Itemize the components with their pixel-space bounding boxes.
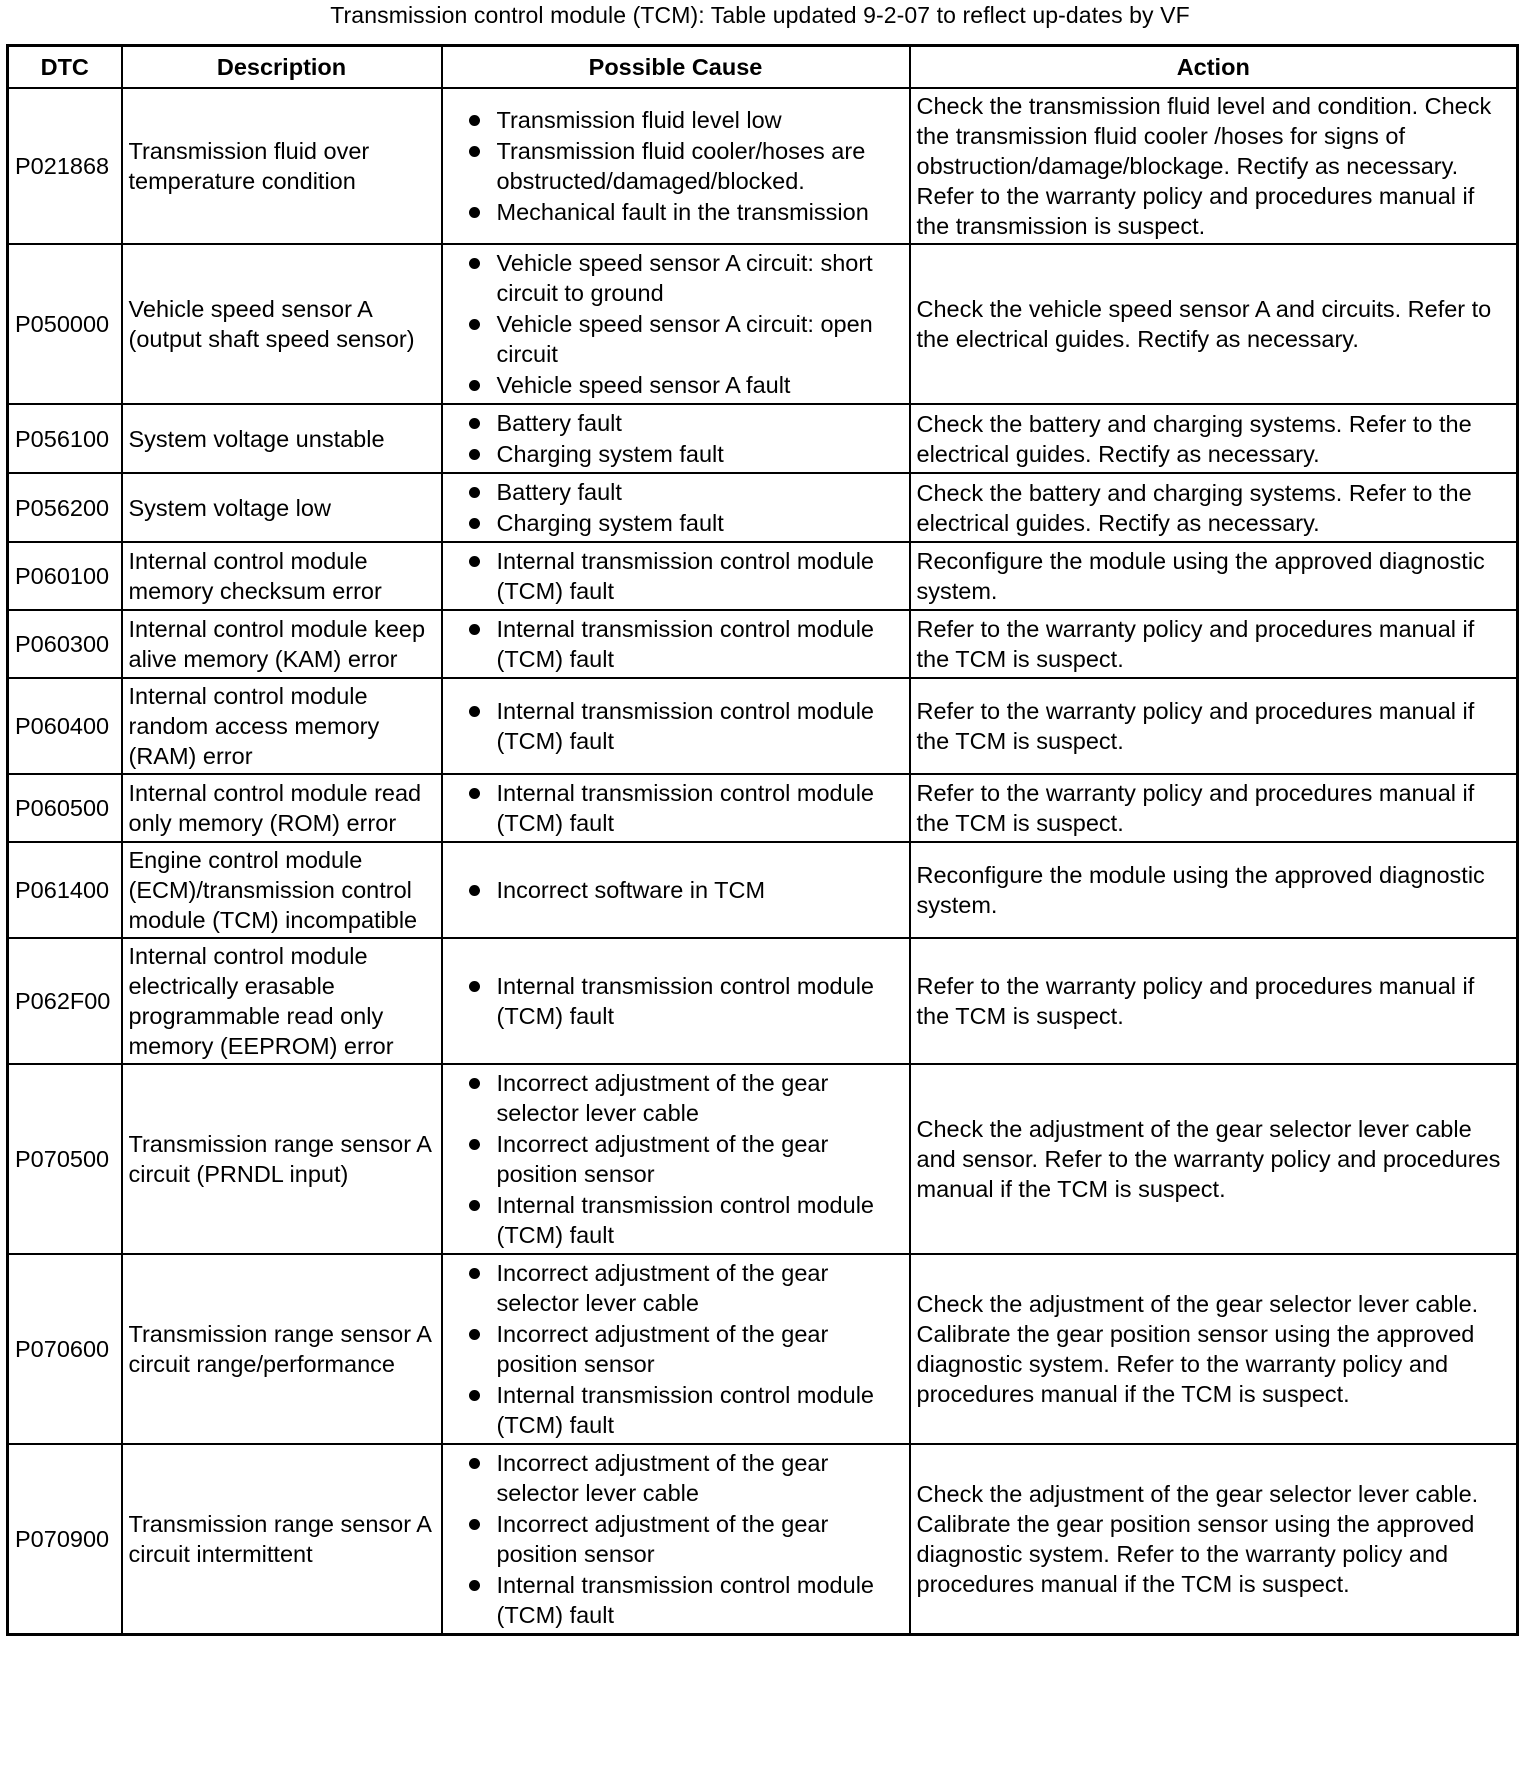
cause-item (449, 477, 905, 507)
cause-text: Incorrect adjustment of the gear selector lever cable (496, 1450, 829, 1506)
bullet-icon (469, 115, 480, 126)
cause-item (449, 778, 905, 838)
possible-cause-cell (442, 774, 910, 842)
possible-cause-cell (442, 938, 910, 1064)
cause-text: Charging system fault (496, 441, 724, 467)
possible-cause-cell (442, 1064, 910, 1254)
action-text: Reconfigure the module using the approved diagnostic system. (910, 842, 1518, 938)
bullet-icon (469, 1139, 480, 1150)
possible-cause-cell (442, 610, 910, 678)
dtc-code: P021868 (8, 88, 122, 244)
cause-item (449, 309, 905, 369)
cause-text: Incorrect adjustment of the gear selector lever cable (496, 1070, 829, 1126)
dtc-table-container (6, 44, 1516, 1636)
bullet-icon (469, 207, 480, 218)
dtc-description: System voltage unstable (122, 404, 442, 473)
cause-text: Incorrect adjustment of the gear selector lever cable (496, 1260, 829, 1316)
cause-item (449, 875, 905, 905)
action-text: Refer to the warranty policy and procedures manual if the TCM is suspect. (910, 774, 1518, 842)
cause-item (449, 1190, 905, 1250)
action-text: Check the adjustment of the gear selector lever cable and sensor. Refer to the warranty policy and procedures manual if the TCM is suspect. (910, 1064, 1518, 1254)
dtc-description: Internal control module keep alive memory (KAM) error (122, 610, 442, 678)
cause-item (449, 1570, 905, 1630)
cause-text: Internal transmission control module (TCM) fault (496, 973, 874, 1029)
dtc-table (6, 44, 1519, 1636)
bullet-icon (469, 788, 480, 799)
bullet-icon (469, 146, 480, 157)
cause-list (449, 1068, 905, 1250)
bullet-icon (469, 1268, 480, 1279)
cause-list (449, 248, 905, 400)
possible-cause-cell (442, 88, 910, 244)
dtc-code: P050000 (8, 244, 122, 404)
action-text: Check the adjustment of the gear selector lever cable. Calibrate the gear position sensor using the approved diagnostic system. Refer to the warranty policy and procedures manual if the TCM is suspect. (910, 1254, 1518, 1444)
bullet-icon (469, 981, 480, 992)
cause-text: Internal transmission control module (TCM) fault (496, 698, 874, 754)
bullet-icon (469, 418, 480, 429)
possible-cause-cell (442, 842, 910, 938)
cause-text: Battery fault (496, 410, 622, 436)
cause-text: Transmission fluid cooler/hoses are obstructed/damaged/blocked. (496, 138, 866, 194)
bullet-icon (469, 1458, 480, 1469)
cause-item (449, 1319, 905, 1379)
table-row (8, 244, 1518, 404)
dtc-code: P060500 (8, 774, 122, 842)
cause-text: Internal transmission control module (TCM) fault (496, 1382, 874, 1438)
cause-item (449, 439, 905, 469)
dtc-description: Engine control module (ECM)/transmission control module (TCM) incompatible (122, 842, 442, 938)
table-row (8, 678, 1518, 774)
table-row (8, 1254, 1518, 1444)
cause-item (449, 614, 905, 674)
action-text: Check the adjustment of the gear selector lever cable. Calibrate the gear position sensor using the approved diagnostic system. Refer to the warranty policy and procedures manual if the TCM is suspect. (910, 1444, 1518, 1635)
dtc-description: System voltage low (122, 473, 442, 542)
dtc-description: Internal control module read only memory (ROM) error (122, 774, 442, 842)
cause-text: Mechanical fault in the transmission (496, 199, 869, 225)
cause-list (449, 614, 905, 674)
dtc-code: P070600 (8, 1254, 122, 1444)
column-header-action: Action (910, 46, 1518, 89)
dtc-description: Transmission fluid over temperature condition (122, 88, 442, 244)
possible-cause-cell (442, 678, 910, 774)
cause-text: Vehicle speed sensor A fault (496, 372, 791, 398)
cause-item (449, 696, 905, 756)
dtc-description: Internal control module memory checksum error (122, 542, 442, 610)
cause-list (449, 971, 905, 1031)
dtc-code: P060300 (8, 610, 122, 678)
cause-item (449, 370, 905, 400)
cause-item (449, 1068, 905, 1128)
cause-list (449, 546, 905, 606)
cause-item (449, 105, 905, 135)
dtc-code: P070900 (8, 1444, 122, 1635)
cause-item (449, 546, 905, 606)
table-row (8, 938, 1518, 1064)
column-header-dtc: DTC (8, 46, 122, 89)
cause-text: Vehicle speed sensor A circuit: short circuit to ground (496, 250, 873, 306)
table-row (8, 404, 1518, 473)
table-body (8, 88, 1518, 1635)
cause-item (449, 1258, 905, 1318)
cause-text: Battery fault (496, 479, 622, 505)
cause-text: Internal transmission control module (TCM) fault (496, 548, 874, 604)
bullet-icon (469, 1329, 480, 1340)
dtc-code: P060100 (8, 542, 122, 610)
cause-text: Incorrect adjustment of the gear position sensor (496, 1321, 829, 1377)
cause-item (449, 1448, 905, 1508)
bullet-icon (469, 487, 480, 498)
table-row (8, 774, 1518, 842)
possible-cause-cell (442, 244, 910, 404)
column-header-description: Description (122, 46, 442, 89)
cause-list (449, 875, 905, 905)
bullet-icon (469, 1200, 480, 1211)
bullet-icon (469, 624, 480, 635)
bullet-icon (469, 1519, 480, 1530)
cause-list (449, 696, 905, 756)
bullet-icon (469, 1390, 480, 1401)
cause-text: Incorrect software in TCM (496, 877, 766, 903)
possible-cause-cell (442, 542, 910, 610)
dtc-code: P061400 (8, 842, 122, 938)
action-text: Check the transmission fluid level and condition. Check the transmission fluid cooler /hoses for signs of obstruction/damage/blockage. Rectify as necessary. Refer to the warranty policy and procedures manual if the transmission is suspect. (910, 88, 1518, 244)
dtc-description: Transmission range sensor A circuit intermittent (122, 1444, 442, 1635)
cause-text: Incorrect adjustment of the gear position sensor (496, 1511, 829, 1567)
table-row (8, 842, 1518, 938)
bullet-icon (469, 1580, 480, 1591)
bullet-icon (469, 319, 480, 330)
cause-text: Transmission fluid level low (496, 107, 782, 133)
cause-text: Vehicle speed sensor A circuit: open circuit (496, 311, 873, 367)
action-text: Refer to the warranty policy and procedures manual if the TCM is suspect. (910, 678, 1518, 774)
cause-text: Charging system fault (496, 510, 724, 536)
cause-item (449, 136, 905, 196)
action-text: Check the vehicle speed sensor A and circuits. Refer to the electrical guides. Rectify as necessary. (910, 244, 1518, 404)
possible-cause-cell (442, 473, 910, 542)
cause-list (449, 1258, 905, 1440)
dtc-description: Vehicle speed sensor A (output shaft speed sensor) (122, 244, 442, 404)
possible-cause-cell (442, 1444, 910, 1635)
dtc-code: P056100 (8, 404, 122, 473)
page-title: Transmission control module (TCM): Table updated 9-2-07 to reflect up-dates by VF (330, 2, 1190, 28)
dtc-code: P056200 (8, 473, 122, 542)
bullet-icon (469, 380, 480, 391)
dtc-description: Internal control module random access memory (RAM) error (122, 678, 442, 774)
table-row (8, 1444, 1518, 1635)
dtc-code: P070500 (8, 1064, 122, 1254)
cause-item (449, 1129, 905, 1189)
action-text: Refer to the warranty policy and procedures manual if the TCM is suspect. (910, 938, 1518, 1064)
bullet-icon (469, 1078, 480, 1089)
bullet-icon (469, 885, 480, 896)
cause-list (449, 408, 905, 469)
cause-item (449, 508, 905, 538)
cause-list (449, 105, 905, 227)
action-text: Reconfigure the module using the approved diagnostic system. (910, 542, 1518, 610)
cause-item (449, 1380, 905, 1440)
action-text: Check the battery and charging systems. Refer to the electrical guides. Rectify as necessary. (910, 404, 1518, 473)
dtc-description: Transmission range sensor A circuit (PRNDL input) (122, 1064, 442, 1254)
cause-list (449, 1448, 905, 1630)
possible-cause-cell (442, 404, 910, 473)
action-text: Check the battery and charging systems. Refer to the electrical guides. Rectify as necessary. (910, 473, 1518, 542)
dtc-description: Internal control module electrically erasable programmable read only memory (EEPROM) error (122, 938, 442, 1064)
bullet-icon (469, 706, 480, 717)
cause-item (449, 408, 905, 438)
cause-text: Internal transmission control module (TCM) fault (496, 616, 874, 672)
cause-item (449, 1509, 905, 1569)
table-header-row (8, 46, 1518, 89)
action-text: Refer to the warranty policy and procedures manual if the TCM is suspect. (910, 610, 1518, 678)
table-row (8, 610, 1518, 678)
cause-list (449, 477, 905, 538)
column-header-possible-cause: Possible Cause (442, 46, 910, 89)
cause-text: Internal transmission control module (TCM) fault (496, 1572, 874, 1628)
bullet-icon (469, 518, 480, 529)
dtc-code: P060400 (8, 678, 122, 774)
table-row (8, 88, 1518, 244)
bullet-icon (469, 258, 480, 269)
table-row (8, 542, 1518, 610)
cause-list (449, 778, 905, 838)
cause-item (449, 971, 905, 1031)
cause-item (449, 248, 905, 308)
bullet-icon (469, 449, 480, 460)
table-row (8, 473, 1518, 542)
dtc-description: Transmission range sensor A circuit range/performance (122, 1254, 442, 1444)
dtc-code: P062F00 (8, 938, 122, 1064)
cause-text: Incorrect adjustment of the gear position sensor (496, 1131, 829, 1187)
bullet-icon (469, 556, 480, 567)
table-row (8, 1064, 1518, 1254)
cause-item (449, 197, 905, 227)
cause-text: Internal transmission control module (TCM) fault (496, 780, 874, 836)
possible-cause-cell (442, 1254, 910, 1444)
cause-text: Internal transmission control module (TCM) fault (496, 1192, 874, 1248)
